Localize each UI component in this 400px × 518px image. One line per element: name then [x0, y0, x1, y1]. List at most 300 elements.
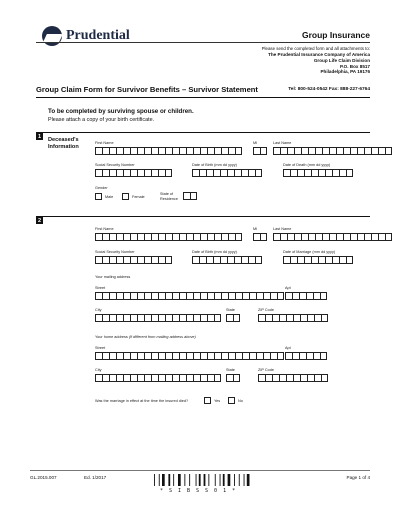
home-zip-field[interactable] — [258, 374, 328, 382]
char-cell[interactable] — [234, 256, 241, 264]
char-cell[interactable] — [322, 233, 329, 241]
first-name-field[interactable] — [95, 147, 242, 155]
char-cell[interactable] — [283, 256, 290, 264]
dod-field[interactable] — [283, 169, 353, 177]
char-cell[interactable] — [318, 256, 325, 264]
char-cell[interactable] — [165, 147, 172, 155]
char-cell[interactable] — [280, 233, 287, 241]
char-cell[interactable] — [378, 233, 385, 241]
char-cell[interactable] — [273, 147, 280, 155]
char-cell[interactable] — [109, 147, 116, 155]
char-cell[interactable] — [297, 256, 304, 264]
char-cell[interactable] — [123, 352, 130, 360]
char-cell[interactable] — [301, 233, 308, 241]
char-cell[interactable] — [200, 147, 207, 155]
mi-field[interactable] — [253, 147, 267, 155]
char-cell[interactable] — [241, 169, 248, 177]
char-cell[interactable] — [313, 292, 320, 300]
char-cell[interactable] — [235, 352, 242, 360]
char-cell[interactable] — [385, 147, 392, 155]
char-cell[interactable] — [227, 169, 234, 177]
char-cell[interactable] — [371, 233, 378, 241]
char-cell[interactable] — [235, 292, 242, 300]
char-cell[interactable] — [214, 292, 221, 300]
char-cell[interactable] — [186, 147, 193, 155]
char-cell[interactable] — [193, 292, 200, 300]
female-checkbox[interactable] — [122, 193, 129, 200]
char-cell[interactable] — [322, 147, 329, 155]
char-cell[interactable] — [256, 292, 263, 300]
char-cell[interactable] — [151, 292, 158, 300]
char-cell[interactable] — [137, 292, 144, 300]
char-cell[interactable] — [306, 292, 313, 300]
char-cell[interactable] — [220, 169, 227, 177]
char-cell[interactable] — [279, 374, 286, 382]
char-cell[interactable] — [294, 233, 301, 241]
char-cell[interactable] — [311, 256, 318, 264]
char-cell[interactable] — [186, 352, 193, 360]
char-cell[interactable] — [206, 256, 213, 264]
char-cell[interactable] — [350, 147, 357, 155]
char-cell[interactable] — [109, 374, 116, 382]
char-cell[interactable] — [283, 169, 290, 177]
char-cell[interactable] — [151, 256, 158, 264]
char-cell[interactable] — [123, 314, 130, 322]
char-cell[interactable] — [95, 374, 102, 382]
last-name-field[interactable] — [273, 233, 392, 241]
char-cell[interactable] — [332, 169, 339, 177]
char-cell[interactable] — [144, 352, 151, 360]
char-cell[interactable] — [116, 352, 123, 360]
char-cell[interactable] — [213, 169, 220, 177]
char-cell[interactable] — [206, 169, 213, 177]
char-cell[interactable] — [144, 256, 151, 264]
char-cell[interactable] — [263, 292, 270, 300]
char-cell[interactable] — [207, 233, 214, 241]
char-cell[interactable] — [346, 256, 353, 264]
char-cell[interactable] — [304, 256, 311, 264]
char-cell[interactable] — [123, 256, 130, 264]
char-cell[interactable] — [273, 233, 280, 241]
char-cell[interactable] — [151, 233, 158, 241]
char-cell[interactable] — [364, 147, 371, 155]
char-cell[interactable] — [315, 147, 322, 155]
char-cell[interactable] — [192, 169, 199, 177]
char-cell[interactable] — [165, 374, 172, 382]
char-cell[interactable] — [137, 169, 144, 177]
char-cell[interactable] — [233, 314, 240, 322]
char-cell[interactable] — [329, 233, 336, 241]
char-cell[interactable] — [172, 314, 179, 322]
char-cell[interactable] — [158, 169, 165, 177]
street-field[interactable] — [95, 292, 284, 300]
char-cell[interactable] — [292, 352, 299, 360]
char-cell[interactable] — [158, 374, 165, 382]
char-cell[interactable] — [287, 233, 294, 241]
char-cell[interactable] — [190, 192, 197, 200]
char-cell[interactable] — [116, 256, 123, 264]
char-cell[interactable] — [158, 352, 165, 360]
char-cell[interactable] — [277, 352, 284, 360]
char-cell[interactable] — [130, 374, 137, 382]
char-cell[interactable] — [308, 147, 315, 155]
char-cell[interactable] — [294, 147, 301, 155]
home-street-field[interactable] — [95, 352, 284, 360]
char-cell[interactable] — [228, 292, 235, 300]
state-field[interactable] — [226, 314, 240, 322]
char-cell[interactable] — [311, 169, 318, 177]
char-cell[interactable] — [144, 147, 151, 155]
char-cell[interactable] — [172, 292, 179, 300]
first-name-field[interactable] — [95, 233, 242, 241]
char-cell[interactable] — [253, 147, 260, 155]
char-cell[interactable] — [343, 147, 350, 155]
char-cell[interactable] — [304, 169, 311, 177]
char-cell[interactable] — [137, 314, 144, 322]
char-cell[interactable] — [186, 374, 193, 382]
char-cell[interactable] — [293, 314, 300, 322]
char-cell[interactable] — [158, 233, 165, 241]
char-cell[interactable] — [95, 256, 102, 264]
char-cell[interactable] — [306, 352, 313, 360]
char-cell[interactable] — [200, 292, 207, 300]
char-cell[interactable] — [286, 314, 293, 322]
char-cell[interactable] — [207, 147, 214, 155]
char-cell[interactable] — [179, 233, 186, 241]
char-cell[interactable] — [249, 352, 256, 360]
char-cell[interactable] — [255, 256, 262, 264]
char-cell[interactable] — [144, 233, 151, 241]
char-cell[interactable] — [228, 147, 235, 155]
char-cell[interactable] — [287, 147, 294, 155]
char-cell[interactable] — [116, 314, 123, 322]
char-cell[interactable] — [256, 352, 263, 360]
dob-field[interactable] — [192, 256, 262, 264]
char-cell[interactable] — [221, 292, 228, 300]
char-cell[interactable] — [95, 352, 102, 360]
char-cell[interactable] — [172, 147, 179, 155]
char-cell[interactable] — [102, 374, 109, 382]
char-cell[interactable] — [258, 314, 265, 322]
char-cell[interactable] — [186, 314, 193, 322]
char-cell[interactable] — [321, 374, 328, 382]
char-cell[interactable] — [165, 256, 172, 264]
yes-checkbox[interactable] — [204, 397, 211, 404]
char-cell[interactable] — [315, 233, 322, 241]
char-cell[interactable] — [109, 169, 116, 177]
char-cell[interactable] — [242, 352, 249, 360]
char-cell[interactable] — [214, 352, 221, 360]
char-cell[interactable] — [255, 169, 262, 177]
char-cell[interactable] — [186, 292, 193, 300]
char-cell[interactable] — [116, 147, 123, 155]
char-cell[interactable] — [300, 374, 307, 382]
char-cell[interactable] — [172, 352, 179, 360]
char-cell[interactable] — [270, 352, 277, 360]
char-cell[interactable] — [158, 292, 165, 300]
char-cell[interactable] — [214, 147, 221, 155]
char-cell[interactable] — [102, 256, 109, 264]
char-cell[interactable] — [300, 314, 307, 322]
char-cell[interactable] — [137, 147, 144, 155]
char-cell[interactable] — [144, 169, 151, 177]
char-cell[interactable] — [214, 233, 221, 241]
char-cell[interactable] — [151, 352, 158, 360]
char-cell[interactable] — [123, 292, 130, 300]
char-cell[interactable] — [200, 374, 207, 382]
char-cell[interactable] — [179, 147, 186, 155]
char-cell[interactable] — [109, 233, 116, 241]
char-cell[interactable] — [102, 352, 109, 360]
char-cell[interactable] — [116, 169, 123, 177]
char-cell[interactable] — [270, 292, 277, 300]
char-cell[interactable] — [213, 256, 220, 264]
char-cell[interactable] — [109, 256, 116, 264]
char-cell[interactable] — [346, 169, 353, 177]
char-cell[interactable] — [307, 374, 314, 382]
char-cell[interactable] — [227, 256, 234, 264]
char-cell[interactable] — [151, 374, 158, 382]
char-cell[interactable] — [339, 256, 346, 264]
char-cell[interactable] — [221, 233, 228, 241]
char-cell[interactable] — [199, 256, 206, 264]
char-cell[interactable] — [179, 374, 186, 382]
char-cell[interactable] — [253, 233, 260, 241]
char-cell[interactable] — [285, 292, 292, 300]
char-cell[interactable] — [199, 169, 206, 177]
char-cell[interactable] — [130, 352, 137, 360]
char-cell[interactable] — [102, 314, 109, 322]
char-cell[interactable] — [290, 169, 297, 177]
char-cell[interactable] — [260, 147, 267, 155]
char-cell[interactable] — [357, 233, 364, 241]
char-cell[interactable] — [130, 147, 137, 155]
char-cell[interactable] — [144, 314, 151, 322]
char-cell[interactable] — [265, 314, 272, 322]
char-cell[interactable] — [186, 233, 193, 241]
ssn-field[interactable] — [95, 256, 172, 264]
char-cell[interactable] — [249, 292, 256, 300]
char-cell[interactable] — [313, 352, 320, 360]
char-cell[interactable] — [165, 314, 172, 322]
char-cell[interactable] — [130, 169, 137, 177]
char-cell[interactable] — [320, 352, 327, 360]
char-cell[interactable] — [165, 169, 172, 177]
char-cell[interactable] — [260, 233, 267, 241]
char-cell[interactable] — [336, 147, 343, 155]
char-cell[interactable] — [301, 147, 308, 155]
char-cell[interactable] — [179, 352, 186, 360]
last-name-field[interactable] — [273, 147, 392, 155]
char-cell[interactable] — [297, 169, 304, 177]
char-cell[interactable] — [280, 147, 287, 155]
label-home-address — [95, 335, 196, 339]
char-cell[interactable] — [151, 169, 158, 177]
char-cell[interactable] — [109, 352, 116, 360]
char-cell[interactable] — [116, 374, 123, 382]
char-cell[interactable] — [292, 292, 299, 300]
char-cell[interactable] — [320, 292, 327, 300]
char-cell[interactable] — [272, 314, 279, 322]
char-cell[interactable] — [329, 147, 336, 155]
char-cell[interactable] — [221, 352, 228, 360]
char-cell[interactable] — [144, 292, 151, 300]
char-cell[interactable] — [293, 374, 300, 382]
char-cell[interactable] — [277, 292, 284, 300]
char-cell[interactable] — [221, 147, 228, 155]
char-cell[interactable] — [285, 352, 292, 360]
char-cell[interactable] — [241, 256, 248, 264]
char-cell[interactable] — [200, 352, 207, 360]
char-cell[interactable] — [200, 233, 207, 241]
char-cell[interactable] — [123, 374, 130, 382]
char-cell[interactable] — [137, 256, 144, 264]
char-cell[interactable] — [165, 352, 172, 360]
char-cell[interactable] — [233, 374, 240, 382]
char-cell[interactable] — [339, 169, 346, 177]
char-cell[interactable] — [318, 169, 325, 177]
char-cell[interactable] — [95, 314, 102, 322]
char-cell[interactable] — [123, 233, 130, 241]
char-cell[interactable] — [226, 374, 233, 382]
char-cell[interactable] — [214, 314, 221, 322]
dom-field[interactable] — [283, 256, 353, 264]
char-cell[interactable] — [172, 374, 179, 382]
char-cell[interactable] — [207, 352, 214, 360]
char-cell[interactable] — [95, 233, 102, 241]
char-cell[interactable] — [314, 314, 321, 322]
char-cell[interactable] — [192, 256, 199, 264]
char-cell[interactable] — [226, 314, 233, 322]
char-cell[interactable] — [350, 233, 357, 241]
char-cell[interactable] — [265, 374, 272, 382]
char-cell[interactable] — [299, 292, 306, 300]
char-cell[interactable] — [332, 256, 339, 264]
char-cell[interactable] — [109, 292, 116, 300]
char-cell[interactable] — [123, 147, 130, 155]
char-cell[interactable] — [137, 374, 144, 382]
char-cell[interactable] — [130, 256, 137, 264]
char-cell[interactable] — [279, 314, 286, 322]
char-cell[interactable] — [325, 169, 332, 177]
char-cell[interactable] — [378, 147, 385, 155]
ssn-field[interactable] — [95, 169, 172, 177]
char-cell[interactable] — [172, 233, 179, 241]
char-cell[interactable] — [286, 374, 293, 382]
char-cell[interactable] — [248, 169, 255, 177]
char-cell[interactable] — [207, 374, 214, 382]
apt-field[interactable] — [285, 292, 327, 300]
char-cell[interactable] — [102, 233, 109, 241]
char-cell[interactable] — [165, 292, 172, 300]
char-cell[interactable] — [95, 147, 102, 155]
char-cell[interactable] — [325, 256, 332, 264]
male-checkbox[interactable] — [95, 193, 102, 200]
char-cell[interactable] — [321, 314, 328, 322]
char-cell[interactable] — [158, 147, 165, 155]
label-city: City — [95, 308, 102, 312]
char-cell[interactable] — [116, 233, 123, 241]
barcode-bar — [184, 474, 185, 486]
char-cell[interactable] — [207, 314, 214, 322]
char-cell[interactable] — [144, 374, 151, 382]
char-cell[interactable] — [207, 292, 214, 300]
char-cell[interactable] — [248, 256, 255, 264]
char-cell[interactable] — [299, 352, 306, 360]
char-cell[interactable] — [234, 169, 241, 177]
home-city-field[interactable] — [95, 374, 221, 382]
char-cell[interactable] — [137, 233, 144, 241]
char-cell[interactable] — [263, 352, 270, 360]
char-cell[interactable] — [130, 233, 137, 241]
char-cell[interactable] — [214, 374, 221, 382]
char-cell[interactable] — [220, 256, 227, 264]
char-cell[interactable] — [258, 374, 265, 382]
char-cell[interactable] — [200, 314, 207, 322]
char-cell[interactable] — [272, 374, 279, 382]
char-cell[interactable] — [314, 374, 321, 382]
no-checkbox[interactable] — [228, 397, 235, 404]
char-cell[interactable] — [165, 233, 172, 241]
char-cell[interactable] — [151, 314, 158, 322]
char-cell[interactable] — [336, 233, 343, 241]
char-cell[interactable] — [228, 233, 235, 241]
char-cell[interactable] — [364, 233, 371, 241]
char-cell[interactable] — [116, 292, 123, 300]
home-apt-field[interactable] — [285, 352, 327, 360]
char-cell[interactable] — [228, 352, 235, 360]
char-cell[interactable] — [343, 233, 350, 241]
char-cell[interactable] — [357, 147, 364, 155]
char-cell[interactable] — [193, 374, 200, 382]
char-cell[interactable] — [179, 314, 186, 322]
char-cell[interactable] — [95, 169, 102, 177]
char-cell[interactable] — [151, 147, 158, 155]
char-cell[interactable] — [123, 169, 130, 177]
char-cell[interactable] — [158, 314, 165, 322]
home-state-field[interactable] — [226, 374, 240, 382]
char-cell[interactable] — [193, 352, 200, 360]
dob-field[interactable] — [192, 169, 262, 177]
char-cell[interactable] — [385, 233, 392, 241]
char-cell[interactable] — [102, 292, 109, 300]
char-cell[interactable] — [235, 233, 242, 241]
char-cell[interactable] — [242, 292, 249, 300]
char-cell[interactable] — [130, 292, 137, 300]
char-cell[interactable] — [137, 352, 144, 360]
char-cell[interactable] — [193, 147, 200, 155]
char-cell[interactable] — [193, 233, 200, 241]
char-cell[interactable] — [95, 292, 102, 300]
char-cell[interactable] — [193, 314, 200, 322]
char-cell[interactable] — [109, 314, 116, 322]
char-cell[interactable] — [183, 192, 190, 200]
char-cell[interactable] — [235, 147, 242, 155]
char-cell[interactable] — [130, 314, 137, 322]
zip-field[interactable] — [258, 314, 328, 322]
char-cell[interactable] — [371, 147, 378, 155]
char-cell[interactable] — [308, 233, 315, 241]
state-residence-field[interactable] — [183, 192, 197, 200]
city-field[interactable] — [95, 314, 221, 322]
char-cell[interactable] — [307, 314, 314, 322]
char-cell[interactable] — [102, 169, 109, 177]
char-cell[interactable] — [158, 256, 165, 264]
char-cell[interactable] — [179, 292, 186, 300]
char-cell[interactable] — [102, 147, 109, 155]
char-cell[interactable] — [290, 256, 297, 264]
mi-field[interactable] — [253, 233, 267, 241]
